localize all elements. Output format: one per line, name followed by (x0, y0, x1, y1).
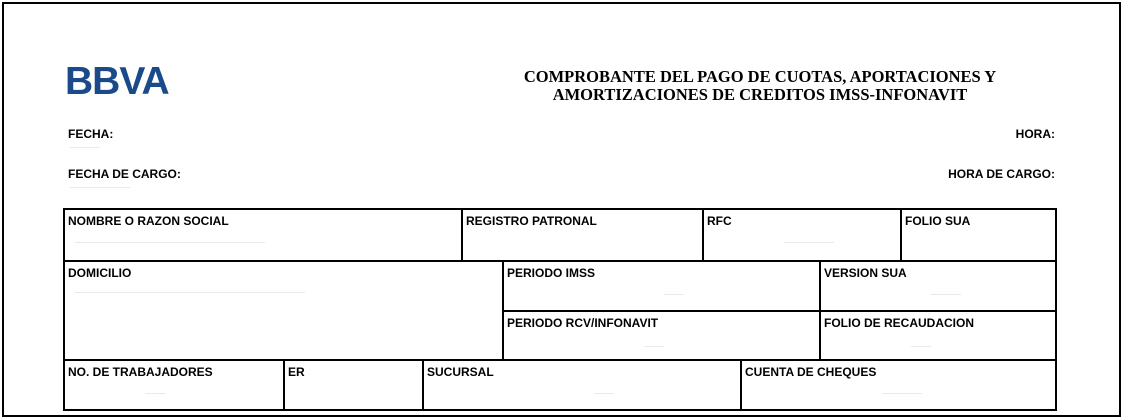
cell-sucursal (422, 359, 740, 409)
er-label: ER (288, 365, 305, 379)
hora-label: HORA: (1015, 127, 1055, 141)
rfc-label: RFC (707, 214, 732, 228)
cell-er (283, 359, 422, 409)
periodo-rcv-label: PERIODO RCV/INFONAVIT (507, 316, 659, 330)
fecha-value-redacted (70, 147, 100, 148)
cell-cuenta-cheques (740, 359, 1055, 409)
sucursal-label: SUCURSAL (427, 365, 494, 379)
no-trabajadores-label: NO. DE TRABAJADORES (68, 365, 213, 379)
title-line-1: COMPROBANTE DEL PAGO DE CUOTAS, APORTACIONES Y (523, 67, 997, 86)
cell-version-sua (819, 260, 1055, 310)
fecha-cargo-value-redacted (70, 187, 130, 188)
cell-periodo-rcv (502, 310, 819, 359)
domicilio-label: DOMICILIO (68, 266, 132, 280)
cell-rfc (702, 210, 900, 260)
folio-sua-label: FOLIO SUA (905, 214, 971, 228)
hora-cargo-label: HORA DE CARGO: (948, 167, 1055, 181)
fecha-label: FECHA: (68, 127, 114, 141)
folio-recaudacion-label: FOLIO DE RECAUDACION (824, 316, 974, 330)
cell-registro-patronal (461, 210, 702, 260)
cell-domicilio (65, 260, 502, 359)
registro-patronal-label: REGISTRO PATRONAL (466, 214, 597, 228)
document-title (480, 68, 1040, 104)
cell-folio-sua (900, 210, 1055, 260)
cell-folio-recaudacion (819, 310, 1055, 359)
cell-periodo-imss (502, 260, 819, 310)
version-sua-label: VERSION SUA (824, 266, 907, 280)
cell-nombre (65, 210, 461, 260)
bbva-logo: BBVA (65, 60, 169, 103)
periodo-imss-label: PERIODO IMSS (507, 266, 596, 280)
cell-no-trabajadores (65, 359, 283, 409)
fecha-cargo-label: FECHA DE CARGO: (68, 167, 181, 181)
nombre-label: NOMBRE O RAZON SOCIAL (68, 214, 229, 228)
cuenta-cheques-label: CUENTA DE CHEQUES (745, 365, 877, 379)
title-line-2: AMORTIZACIONES DE CREDITOS IMSS-INFONAVIT (552, 85, 968, 104)
receipt-table (63, 208, 1057, 411)
